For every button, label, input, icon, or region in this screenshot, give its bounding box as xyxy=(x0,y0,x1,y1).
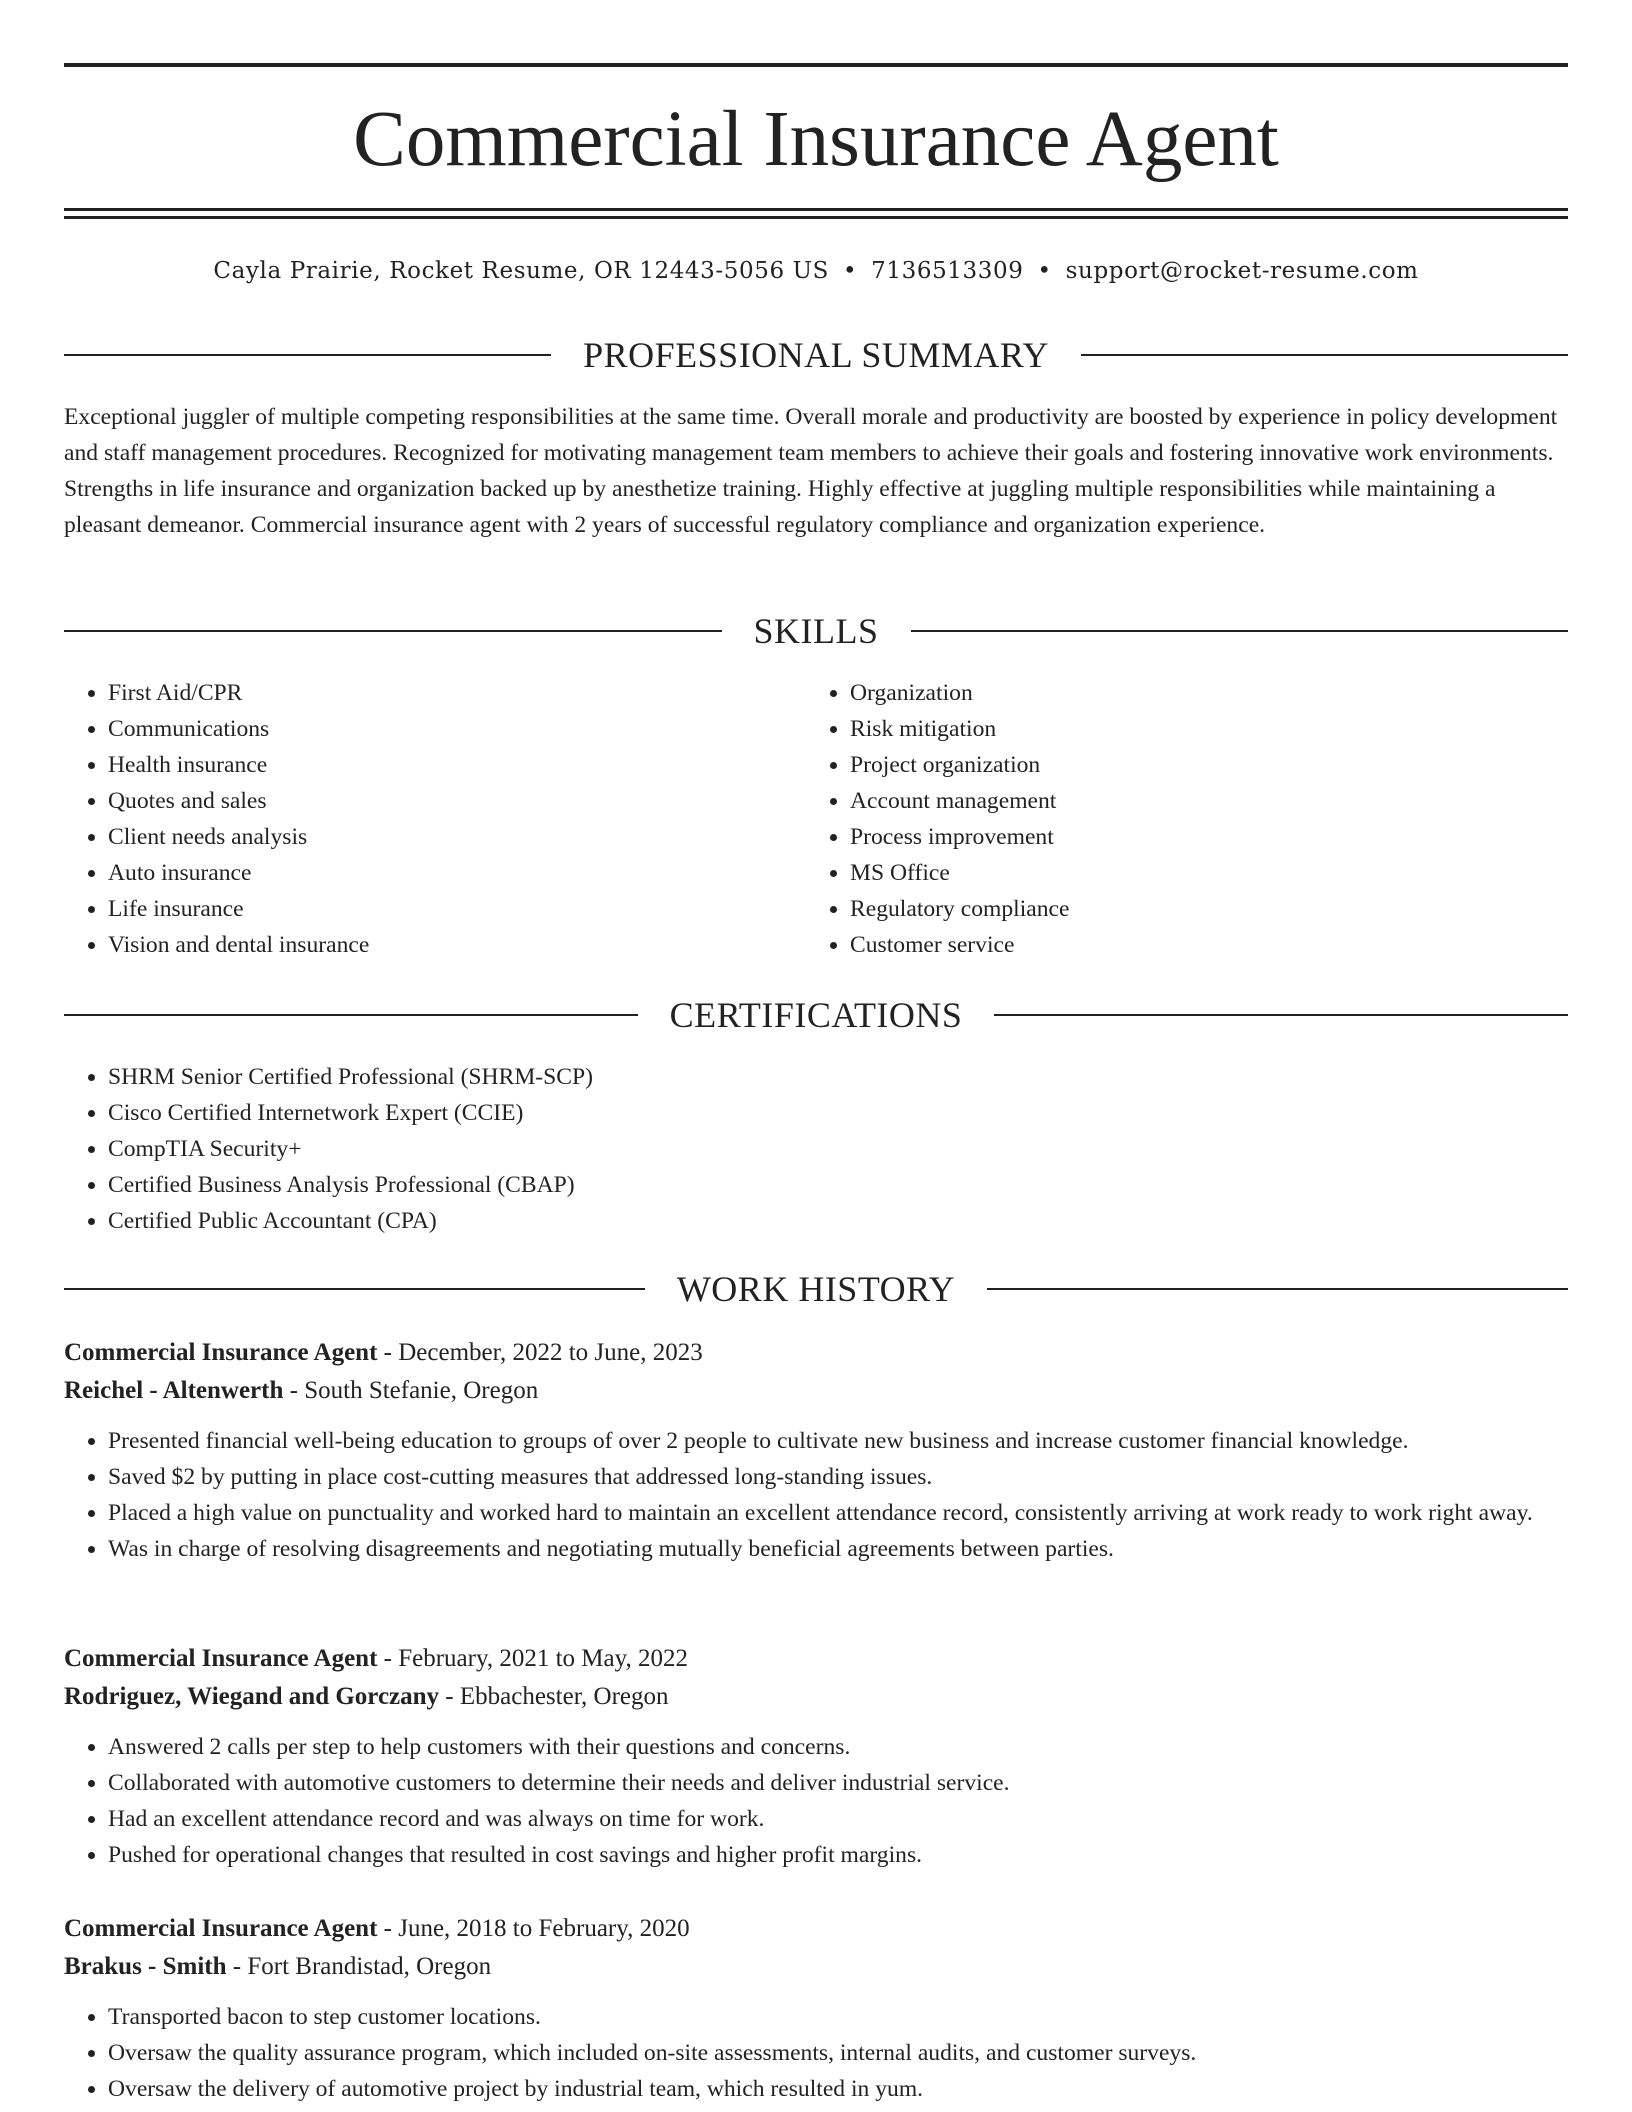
job-duty: • Had an excellent attendance record and was always on time for work. xyxy=(108,1801,1568,1837)
skill-item: • MS Office xyxy=(850,855,1506,891)
contact-phone: 7136513309 xyxy=(871,258,1024,284)
job-duty: • Saved $2 by putting in place cost-cutting measures that addressed long-standing issues. xyxy=(108,1459,1568,1495)
section-rule xyxy=(994,1014,1568,1016)
certification-item: • CompTIA Security+ xyxy=(108,1131,1568,1167)
contact-line xyxy=(64,254,1568,288)
section-title: CERTIFICATIONS xyxy=(669,995,963,1035)
contact-separator: • xyxy=(1037,258,1052,284)
job-company: Rodriguez, Wiegand and Gorczany xyxy=(64,1683,440,1710)
certification-item: • Cisco Certified Internetwork Expert (CCIE) xyxy=(108,1095,1568,1131)
contact-email: support@rocket-resume.com xyxy=(1065,258,1419,284)
skill-item: • Organization xyxy=(850,675,1506,711)
job-duty: • Was in charge of resolving disagreements and negotiating mutually beneficial agreements between parties. xyxy=(108,1531,1568,1567)
job-company: Reichel - Altenwerth xyxy=(64,1377,284,1404)
job-title-line xyxy=(64,1640,1568,1678)
section-rule xyxy=(64,1014,638,1016)
job-company-line xyxy=(64,1948,1568,1986)
contact-separator: • xyxy=(842,258,858,284)
section-title: SKILLS xyxy=(753,611,879,651)
job-title-line xyxy=(64,1910,1568,1948)
job-title: Commercial Insurance Agent xyxy=(64,1915,378,1942)
skill-item: • First Aid/CPR xyxy=(108,675,764,711)
skill-item: • Health insurance xyxy=(108,747,764,783)
job-dates: - February, 2021 to May, 2022 xyxy=(377,1645,689,1672)
section-rule xyxy=(1081,354,1568,356)
job-entry xyxy=(64,1910,1568,2107)
skills-list xyxy=(64,675,764,963)
contact-address: Cayla Prairie, Rocket Resume, OR 12443-5056 US xyxy=(213,258,829,284)
job-entry xyxy=(64,1334,1568,1567)
job-title: Commercial Insurance Agent xyxy=(64,1339,378,1366)
section-header-summary xyxy=(64,333,1568,377)
skills-column-left xyxy=(64,675,764,963)
skill-item: • Vision and dental insurance xyxy=(108,927,764,963)
section-rule xyxy=(987,1288,1568,1290)
job-dates: - December, 2022 to June, 2023 xyxy=(377,1339,703,1366)
certifications-block xyxy=(64,1059,1568,1239)
skill-item: • Quotes and sales xyxy=(108,783,764,819)
job-company-line xyxy=(64,1372,1568,1410)
section-rule xyxy=(64,630,722,632)
job-duty: • Presented financial well-being education to groups of over 2 people to cultivate new business and increase customer financial knowledge. xyxy=(108,1423,1568,1459)
job-duty: • Collaborated with automotive customers to determine their needs and deliver industrial service. xyxy=(108,1765,1568,1801)
section-header-skills xyxy=(64,609,1568,653)
job-duty: • Transported bacon to step customer locations. xyxy=(108,1999,1568,2035)
job-title-line xyxy=(64,1334,1568,1372)
skill-item: • Customer service xyxy=(850,927,1506,963)
top-rule xyxy=(64,63,1568,67)
job-location: - Ebbachester, Oregon xyxy=(439,1683,669,1710)
section-title: WORK HISTORY xyxy=(676,1269,956,1309)
job-dates: - June, 2018 to February, 2020 xyxy=(377,1915,690,1942)
section-header-certifications xyxy=(64,993,1568,1037)
job-location: - Fort Brandistad, Oregon xyxy=(226,1953,492,1980)
title-rule-upper xyxy=(64,208,1568,211)
title-rule-lower xyxy=(64,216,1568,219)
skill-item: • Communications xyxy=(108,711,764,747)
skill-item: • Project organization xyxy=(850,747,1506,783)
job-location: - South Stefanie, Oregon xyxy=(283,1377,539,1404)
job-duty: • Answered 2 calls per step to help customers with their questions and concerns. xyxy=(108,1729,1568,1765)
summary-text: Exceptional juggler of multiple competing responsibilities at the same time. Overall morale and productivity are boosted by experience in policy development and staff management procedures. Recognized for motivating management team members to achieve their goals and fostering innovative work environments. Strengths in life insurance and organization backed up by anesthetize training. Highly effective at juggling multiple responsibilities while maintaining a pleasant demeanor. Commercial insurance agent with 2 years of successful regulatory compliance and organization experience. xyxy=(64,404,1558,538)
skill-item: • Process improvement xyxy=(850,819,1506,855)
skill-item: • Regulatory compliance xyxy=(850,891,1506,927)
certification-item: • SHRM Senior Certified Professional (SHRM-SCP) xyxy=(108,1059,1568,1095)
section-rule xyxy=(911,630,1569,632)
section-header-work-history xyxy=(64,1267,1568,1311)
job-company: Brakus - Smith xyxy=(64,1953,227,1980)
job-duty: • Pushed for operational changes that resulted in cost savings and higher profit margins. xyxy=(108,1837,1568,1873)
skills-list xyxy=(806,675,1506,963)
section-rule xyxy=(64,354,551,356)
skill-item: • Life insurance xyxy=(108,891,764,927)
section-rule xyxy=(64,1288,645,1290)
job-duty: • Oversaw the delivery of automotive project by industrial team, which resulted in yum. xyxy=(108,2071,1568,2107)
skill-item: • Account management xyxy=(850,783,1506,819)
job-company-line xyxy=(64,1678,1568,1716)
certification-item: • Certified Public Accountant (CPA) xyxy=(108,1203,1568,1239)
job-duties-list xyxy=(64,1423,1568,1567)
skill-item: • Auto insurance xyxy=(108,855,764,891)
skill-item: • Client needs analysis xyxy=(108,819,764,855)
skills-column-right xyxy=(806,675,1506,963)
section-title: PROFESSIONAL SUMMARY xyxy=(583,335,1049,375)
resume-title: Commercial Insurance Agent xyxy=(353,96,1279,183)
certification-item: • Certified Business Analysis Professional (CBAP) xyxy=(108,1167,1568,1203)
job-duties-list xyxy=(64,1999,1568,2107)
job-duty: • Placed a high value on punctuality and worked hard to maintain an excellent attendance record, consistently arriving at work ready to work right away. xyxy=(108,1495,1568,1531)
certifications-list xyxy=(64,1059,1568,1239)
job-duties-list xyxy=(64,1729,1568,1873)
job-duty: • Oversaw the quality assurance program, which included on-site assessments, internal audits, and customer surveys. xyxy=(108,2035,1568,2071)
skill-item: • Risk mitigation xyxy=(850,711,1506,747)
job-title: Commercial Insurance Agent xyxy=(64,1645,378,1672)
job-entry xyxy=(64,1640,1568,1873)
